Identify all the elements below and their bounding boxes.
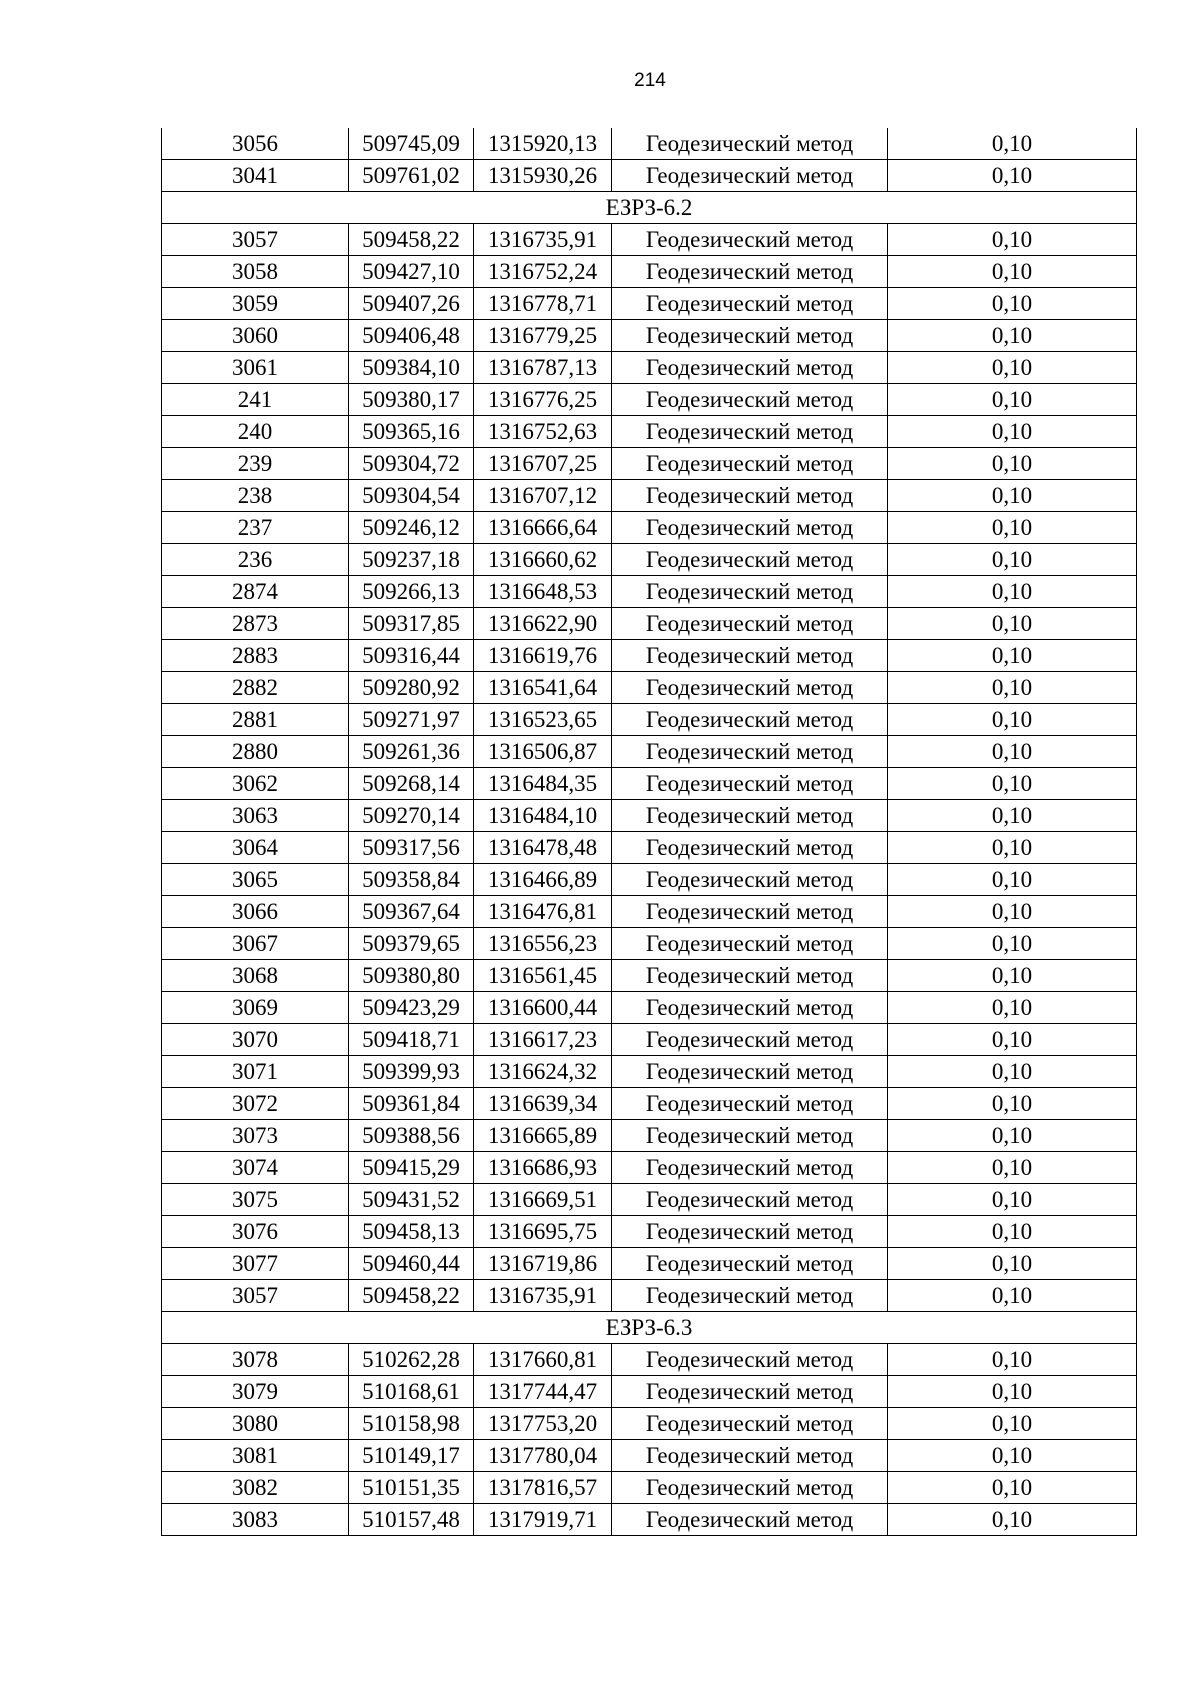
point-number-cell: 3064 xyxy=(162,832,349,864)
point-number-cell: 238 xyxy=(162,480,349,512)
accuracy-cell: 0,10 xyxy=(888,1472,1137,1504)
method-cell: Геодезический метод xyxy=(612,864,888,896)
accuracy-cell: 0,10 xyxy=(888,1504,1137,1536)
accuracy-cell: 0,10 xyxy=(888,1152,1137,1184)
x-coordinate-cell: 509418,71 xyxy=(349,1024,474,1056)
method-cell: Геодезический метод xyxy=(612,1504,888,1536)
table-row xyxy=(162,416,1137,448)
table-row xyxy=(162,768,1137,800)
accuracy-cell: 0,10 xyxy=(888,608,1137,640)
accuracy-cell: 0,10 xyxy=(888,512,1137,544)
y-coordinate-cell: 1317744,47 xyxy=(474,1376,612,1408)
method-cell: Геодезический метод xyxy=(612,576,888,608)
x-coordinate-cell: 509304,54 xyxy=(349,480,474,512)
accuracy-cell: 0,10 xyxy=(888,1056,1137,1088)
point-number-cell: 3076 xyxy=(162,1216,349,1248)
method-cell: Геодезический метод xyxy=(612,1344,888,1376)
accuracy-cell: 0,10 xyxy=(888,1408,1137,1440)
method-cell: Геодезический метод xyxy=(612,960,888,992)
x-coordinate-cell: 509358,84 xyxy=(349,864,474,896)
method-cell: Геодезический метод xyxy=(612,704,888,736)
point-number-cell: 3073 xyxy=(162,1120,349,1152)
accuracy-cell: 0,10 xyxy=(888,864,1137,896)
accuracy-cell: 0,10 xyxy=(888,1120,1137,1152)
table-row xyxy=(162,1248,1137,1280)
method-cell: Геодезический метод xyxy=(612,1408,888,1440)
table-row xyxy=(162,224,1137,256)
table-row xyxy=(162,288,1137,320)
point-number-cell: 236 xyxy=(162,544,349,576)
y-coordinate-cell: 1316484,35 xyxy=(474,768,612,800)
point-number-cell: 3079 xyxy=(162,1376,349,1408)
method-cell: Геодезический метод xyxy=(612,1280,888,1312)
x-coordinate-cell: 509266,13 xyxy=(349,576,474,608)
x-coordinate-cell: 509380,17 xyxy=(349,384,474,416)
accuracy-cell: 0,10 xyxy=(888,480,1137,512)
table-row xyxy=(162,1440,1137,1472)
table-row xyxy=(162,640,1137,672)
section-header-row xyxy=(162,1312,1137,1344)
point-number-cell: 3066 xyxy=(162,896,349,928)
table-row xyxy=(162,1184,1137,1216)
point-number-cell: 3068 xyxy=(162,960,349,992)
table-row xyxy=(162,1088,1137,1120)
table-row xyxy=(162,672,1137,704)
x-coordinate-cell: 510149,17 xyxy=(349,1440,474,1472)
y-coordinate-cell: 1316556,23 xyxy=(474,928,612,960)
y-coordinate-cell: 1316787,13 xyxy=(474,352,612,384)
point-number-cell: 2881 xyxy=(162,704,349,736)
accuracy-cell: 0,10 xyxy=(888,1024,1137,1056)
point-number-cell: 3067 xyxy=(162,928,349,960)
y-coordinate-cell: 1316735,91 xyxy=(474,224,612,256)
accuracy-cell: 0,10 xyxy=(888,1088,1137,1120)
x-coordinate-cell: 509388,56 xyxy=(349,1120,474,1152)
method-cell: Геодезический метод xyxy=(612,1440,888,1472)
point-number-cell: 3071 xyxy=(162,1056,349,1088)
point-number-cell: 3083 xyxy=(162,1504,349,1536)
accuracy-cell: 0,10 xyxy=(888,928,1137,960)
y-coordinate-cell: 1316466,89 xyxy=(474,864,612,896)
x-coordinate-cell: 509379,65 xyxy=(349,928,474,960)
y-coordinate-cell: 1316778,71 xyxy=(474,288,612,320)
table-row xyxy=(162,864,1137,896)
method-cell: Геодезический метод xyxy=(612,1376,888,1408)
point-number-cell: 3072 xyxy=(162,1088,349,1120)
y-coordinate-cell: 1316779,25 xyxy=(474,320,612,352)
accuracy-cell: 0,10 xyxy=(888,288,1137,320)
y-coordinate-cell: 1316506,87 xyxy=(474,736,612,768)
method-cell: Геодезический метод xyxy=(612,416,888,448)
point-number-cell: 3062 xyxy=(162,768,349,800)
point-number-cell: 2874 xyxy=(162,576,349,608)
coordinates-table-body xyxy=(162,128,1137,1536)
accuracy-cell: 0,10 xyxy=(888,768,1137,800)
point-number-cell: 3061 xyxy=(162,352,349,384)
y-coordinate-cell: 1317919,71 xyxy=(474,1504,612,1536)
point-number-cell: 240 xyxy=(162,416,349,448)
point-number-cell: 3057 xyxy=(162,224,349,256)
y-coordinate-cell: 1315920,13 xyxy=(474,128,612,160)
method-cell: Геодезический метод xyxy=(612,1152,888,1184)
x-coordinate-cell: 509271,97 xyxy=(349,704,474,736)
x-coordinate-cell: 509261,36 xyxy=(349,736,474,768)
accuracy-cell: 0,10 xyxy=(888,1280,1137,1312)
method-cell: Геодезический метод xyxy=(612,480,888,512)
method-cell: Геодезический метод xyxy=(612,608,888,640)
x-coordinate-cell: 509280,92 xyxy=(349,672,474,704)
y-coordinate-cell: 1316478,48 xyxy=(474,832,612,864)
y-coordinate-cell: 1316600,44 xyxy=(474,992,612,1024)
x-coordinate-cell: 509268,14 xyxy=(349,768,474,800)
table-row xyxy=(162,1024,1137,1056)
y-coordinate-cell: 1316695,75 xyxy=(474,1216,612,1248)
x-coordinate-cell: 510157,48 xyxy=(349,1504,474,1536)
point-number-cell: 241 xyxy=(162,384,349,416)
x-coordinate-cell: 509406,48 xyxy=(349,320,474,352)
point-number-cell: 3077 xyxy=(162,1248,349,1280)
accuracy-cell: 0,10 xyxy=(888,1184,1137,1216)
section-title: ЕЗРЗ-6.2 xyxy=(162,192,1137,224)
y-coordinate-cell: 1316561,45 xyxy=(474,960,612,992)
point-number-cell: 239 xyxy=(162,448,349,480)
accuracy-cell: 0,10 xyxy=(888,224,1137,256)
method-cell: Геодезический метод xyxy=(612,928,888,960)
y-coordinate-cell: 1316476,81 xyxy=(474,896,612,928)
x-coordinate-cell: 510262,28 xyxy=(349,1344,474,1376)
point-number-cell: 3056 xyxy=(162,128,349,160)
y-coordinate-cell: 1316776,25 xyxy=(474,384,612,416)
table-row xyxy=(162,960,1137,992)
method-cell: Геодезический метод xyxy=(612,1056,888,1088)
table-row xyxy=(162,1376,1137,1408)
y-coordinate-cell: 1316707,25 xyxy=(474,448,612,480)
x-coordinate-cell: 509458,22 xyxy=(349,1280,474,1312)
accuracy-cell: 0,10 xyxy=(888,992,1137,1024)
accuracy-cell: 0,10 xyxy=(888,640,1137,672)
point-number-cell: 237 xyxy=(162,512,349,544)
point-number-cell: 3081 xyxy=(162,1440,349,1472)
point-number-cell: 3074 xyxy=(162,1152,349,1184)
accuracy-cell: 0,10 xyxy=(888,352,1137,384)
table-row xyxy=(162,1280,1137,1312)
section-header-row xyxy=(162,192,1137,224)
x-coordinate-cell: 509458,13 xyxy=(349,1216,474,1248)
method-cell: Геодезический метод xyxy=(612,1184,888,1216)
section-title: ЕЗРЗ-6.3 xyxy=(162,1312,1137,1344)
x-coordinate-cell: 509237,18 xyxy=(349,544,474,576)
table-row xyxy=(162,832,1137,864)
table-row xyxy=(162,256,1137,288)
y-coordinate-cell: 1316648,53 xyxy=(474,576,612,608)
table-row xyxy=(162,1120,1137,1152)
x-coordinate-cell: 509460,44 xyxy=(349,1248,474,1280)
x-coordinate-cell: 510158,98 xyxy=(349,1408,474,1440)
x-coordinate-cell: 509361,84 xyxy=(349,1088,474,1120)
method-cell: Геодезический метод xyxy=(612,320,888,352)
y-coordinate-cell: 1316735,91 xyxy=(474,1280,612,1312)
accuracy-cell: 0,10 xyxy=(888,800,1137,832)
method-cell: Геодезический метод xyxy=(612,544,888,576)
accuracy-cell: 0,10 xyxy=(888,416,1137,448)
method-cell: Геодезический метод xyxy=(612,288,888,320)
x-coordinate-cell: 509399,93 xyxy=(349,1056,474,1088)
accuracy-cell: 0,10 xyxy=(888,832,1137,864)
table-row xyxy=(162,992,1137,1024)
x-coordinate-cell: 509317,56 xyxy=(349,832,474,864)
y-coordinate-cell: 1317753,20 xyxy=(474,1408,612,1440)
table-row xyxy=(162,736,1137,768)
point-number-cell: 3069 xyxy=(162,992,349,1024)
method-cell: Геодезический метод xyxy=(612,736,888,768)
accuracy-cell: 0,10 xyxy=(888,160,1137,192)
table-row xyxy=(162,1472,1137,1504)
y-coordinate-cell: 1316639,34 xyxy=(474,1088,612,1120)
x-coordinate-cell: 509367,64 xyxy=(349,896,474,928)
table-row xyxy=(162,704,1137,736)
accuracy-cell: 0,10 xyxy=(888,256,1137,288)
accuracy-cell: 0,10 xyxy=(888,672,1137,704)
y-coordinate-cell: 1316541,64 xyxy=(474,672,612,704)
method-cell: Геодезический метод xyxy=(612,224,888,256)
table-row xyxy=(162,608,1137,640)
table-row xyxy=(162,1216,1137,1248)
accuracy-cell: 0,10 xyxy=(888,576,1137,608)
table-row xyxy=(162,128,1137,160)
y-coordinate-cell: 1316622,90 xyxy=(474,608,612,640)
x-coordinate-cell: 509427,10 xyxy=(349,256,474,288)
x-coordinate-cell: 509365,16 xyxy=(349,416,474,448)
point-number-cell: 3041 xyxy=(162,160,349,192)
y-coordinate-cell: 1316619,76 xyxy=(474,640,612,672)
x-coordinate-cell: 509761,02 xyxy=(349,160,474,192)
method-cell: Геодезический метод xyxy=(612,640,888,672)
accuracy-cell: 0,10 xyxy=(888,736,1137,768)
point-number-cell: 2883 xyxy=(162,640,349,672)
table-row xyxy=(162,576,1137,608)
y-coordinate-cell: 1316665,89 xyxy=(474,1120,612,1152)
point-number-cell: 3080 xyxy=(162,1408,349,1440)
x-coordinate-cell: 509423,29 xyxy=(349,992,474,1024)
y-coordinate-cell: 1316660,62 xyxy=(474,544,612,576)
point-number-cell: 3058 xyxy=(162,256,349,288)
point-number-cell: 2880 xyxy=(162,736,349,768)
method-cell: Геодезический метод xyxy=(612,1120,888,1152)
method-cell: Геодезический метод xyxy=(612,1088,888,1120)
table-row xyxy=(162,352,1137,384)
method-cell: Геодезический метод xyxy=(612,448,888,480)
y-coordinate-cell: 1316484,10 xyxy=(474,800,612,832)
y-coordinate-cell: 1316666,64 xyxy=(474,512,612,544)
accuracy-cell: 0,10 xyxy=(888,1248,1137,1280)
table-row xyxy=(162,928,1137,960)
table-row xyxy=(162,896,1137,928)
table-row xyxy=(162,1408,1137,1440)
point-number-cell: 3082 xyxy=(162,1472,349,1504)
method-cell: Геодезический метод xyxy=(612,128,888,160)
method-cell: Геодезический метод xyxy=(612,1216,888,1248)
method-cell: Геодезический метод xyxy=(612,256,888,288)
method-cell: Геодезический метод xyxy=(612,384,888,416)
point-number-cell: 3070 xyxy=(162,1024,349,1056)
x-coordinate-cell: 509270,14 xyxy=(349,800,474,832)
y-coordinate-cell: 1316523,65 xyxy=(474,704,612,736)
method-cell: Геодезический метод xyxy=(612,1248,888,1280)
y-coordinate-cell: 1316686,93 xyxy=(474,1152,612,1184)
accuracy-cell: 0,10 xyxy=(888,1216,1137,1248)
x-coordinate-cell: 509246,12 xyxy=(349,512,474,544)
y-coordinate-cell: 1316624,32 xyxy=(474,1056,612,1088)
x-coordinate-cell: 509431,52 xyxy=(349,1184,474,1216)
point-number-cell: 3057 xyxy=(162,1280,349,1312)
table-row xyxy=(162,1504,1137,1536)
x-coordinate-cell: 509304,72 xyxy=(349,448,474,480)
table-row xyxy=(162,1152,1137,1184)
x-coordinate-cell: 509384,10 xyxy=(349,352,474,384)
method-cell: Геодезический метод xyxy=(612,768,888,800)
method-cell: Геодезический метод xyxy=(612,352,888,384)
table-row xyxy=(162,544,1137,576)
accuracy-cell: 0,10 xyxy=(888,960,1137,992)
table-row xyxy=(162,800,1137,832)
x-coordinate-cell: 509380,80 xyxy=(349,960,474,992)
accuracy-cell: 0,10 xyxy=(888,448,1137,480)
point-number-cell: 2882 xyxy=(162,672,349,704)
table-row xyxy=(162,160,1137,192)
point-number-cell: 3063 xyxy=(162,800,349,832)
y-coordinate-cell: 1317816,57 xyxy=(474,1472,612,1504)
y-coordinate-cell: 1316617,23 xyxy=(474,1024,612,1056)
point-number-cell: 3078 xyxy=(162,1344,349,1376)
accuracy-cell: 0,10 xyxy=(888,1376,1137,1408)
accuracy-cell: 0,10 xyxy=(888,384,1137,416)
x-coordinate-cell: 509407,26 xyxy=(349,288,474,320)
y-coordinate-cell: 1316707,12 xyxy=(474,480,612,512)
point-number-cell: 3060 xyxy=(162,320,349,352)
page-number: 214 xyxy=(634,70,666,91)
y-coordinate-cell: 1316752,63 xyxy=(474,416,612,448)
x-coordinate-cell: 509415,29 xyxy=(349,1152,474,1184)
table-row xyxy=(162,480,1137,512)
method-cell: Геодезический метод xyxy=(612,512,888,544)
method-cell: Геодезический метод xyxy=(612,896,888,928)
table-row xyxy=(162,1344,1137,1376)
method-cell: Геодезический метод xyxy=(612,672,888,704)
y-coordinate-cell: 1317780,04 xyxy=(474,1440,612,1472)
table-row xyxy=(162,320,1137,352)
table-row xyxy=(162,384,1137,416)
accuracy-cell: 0,10 xyxy=(888,544,1137,576)
method-cell: Геодезический метод xyxy=(612,800,888,832)
x-coordinate-cell: 510151,35 xyxy=(349,1472,474,1504)
x-coordinate-cell: 510168,61 xyxy=(349,1376,474,1408)
x-coordinate-cell: 509458,22 xyxy=(349,224,474,256)
point-number-cell: 3059 xyxy=(162,288,349,320)
accuracy-cell: 0,10 xyxy=(888,1440,1137,1472)
coordinates-table xyxy=(161,128,1137,1536)
table-row xyxy=(162,512,1137,544)
y-coordinate-cell: 1316719,86 xyxy=(474,1248,612,1280)
table-row xyxy=(162,448,1137,480)
table-row xyxy=(162,1056,1137,1088)
accuracy-cell: 0,10 xyxy=(888,896,1137,928)
method-cell: Геодезический метод xyxy=(612,1472,888,1504)
accuracy-cell: 0,10 xyxy=(888,704,1137,736)
point-number-cell: 2873 xyxy=(162,608,349,640)
point-number-cell: 3075 xyxy=(162,1184,349,1216)
x-coordinate-cell: 509317,85 xyxy=(349,608,474,640)
y-coordinate-cell: 1316669,51 xyxy=(474,1184,612,1216)
y-coordinate-cell: 1315930,26 xyxy=(474,160,612,192)
point-number-cell: 3065 xyxy=(162,864,349,896)
accuracy-cell: 0,10 xyxy=(888,320,1137,352)
method-cell: Геодезический метод xyxy=(612,832,888,864)
method-cell: Геодезический метод xyxy=(612,1024,888,1056)
x-coordinate-cell: 509745,09 xyxy=(349,128,474,160)
accuracy-cell: 0,10 xyxy=(888,128,1137,160)
y-coordinate-cell: 1316752,24 xyxy=(474,256,612,288)
accuracy-cell: 0,10 xyxy=(888,1344,1137,1376)
y-coordinate-cell: 1317660,81 xyxy=(474,1344,612,1376)
method-cell: Геодезический метод xyxy=(612,160,888,192)
x-coordinate-cell: 509316,44 xyxy=(349,640,474,672)
method-cell: Геодезический метод xyxy=(612,992,888,1024)
